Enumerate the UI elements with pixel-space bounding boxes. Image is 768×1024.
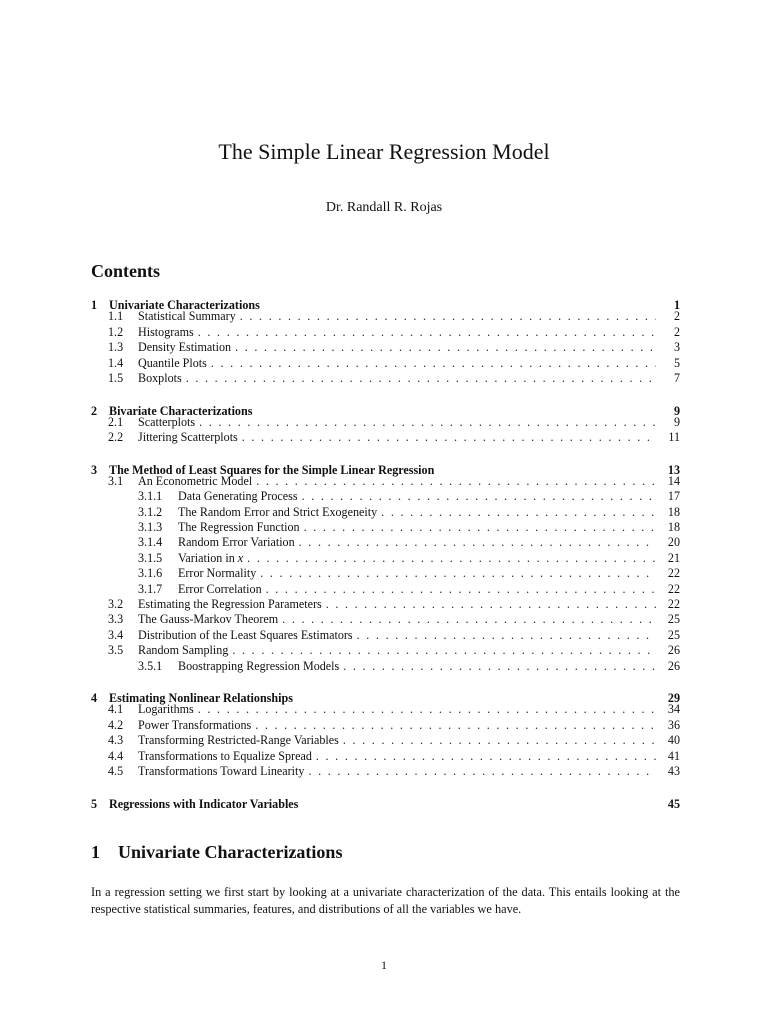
toc-entry-page: 13: [667, 462, 680, 477]
toc-entry-page: 5: [673, 355, 680, 370]
toc-entry-label: Boxplots: [138, 370, 182, 385]
toc-entry-number: 3.1.3: [138, 520, 163, 535]
toc-leader-dots: [260, 566, 656, 581]
toc-entry-number: 1.2: [108, 324, 124, 339]
toc-entry-label: Error Correlation: [178, 581, 262, 596]
toc-entry-label: Regressions with Indicator Variables: [109, 796, 299, 811]
toc-entry-label: Density Estimation: [138, 340, 232, 355]
toc-entry-number: 3.3: [108, 612, 124, 627]
toc-entry-number: 3.4: [108, 627, 124, 642]
toc-section-entry[interactable]: [91, 687, 680, 706]
toc-entry-number: 3.1: [108, 473, 124, 488]
toc-entry-number: 3.2: [108, 597, 124, 612]
toc-leader-dots: [302, 792, 656, 807]
toc-entry-number: 3.1.4: [138, 535, 163, 550]
toc-entry-label: Estimating the Regression Parameters: [138, 597, 322, 612]
toc-entry-page: 2: [673, 309, 680, 324]
toc-leader-dots: [256, 399, 656, 414]
toc-entry-number: 2: [91, 403, 98, 418]
toc-entry-number: 1.5: [108, 370, 124, 385]
page-number: 1: [381, 958, 387, 972]
toc-leader-dots: [199, 415, 656, 430]
toc-entry-number: 1.3: [108, 340, 124, 355]
toc-entry[interactable]: [91, 764, 680, 779]
toc-entry-page: 2: [673, 324, 680, 339]
toc-entry[interactable]: [91, 474, 680, 489]
toc-entry-label: The Method of Least Squares for the Simple Linear Regression: [109, 462, 435, 477]
toc-entry-label: Transformations to Equalize Spread: [138, 748, 312, 763]
toc-entry-page: 7: [673, 370, 680, 385]
toc-leader-dots: [297, 687, 656, 702]
toc-leader-dots: [264, 294, 656, 309]
body-paragraph: In a regression setting we first start by looking at a univariate characterization of the data. This entails looking at the respective statistical summaries, features, and distributions of all the variables we have.: [91, 885, 680, 916]
toc-entry-page: 11: [668, 430, 680, 445]
toc-section-entry[interactable]: [91, 459, 680, 477]
toc-entry-page: 22: [667, 566, 680, 581]
toc-leader-dots: [198, 702, 656, 717]
toc-entry[interactable]: [91, 566, 680, 581]
toc-entry[interactable]: [91, 325, 680, 340]
toc-entry-page: 40: [667, 733, 680, 748]
toc-entry-page: 26: [667, 658, 680, 673]
toc-entry[interactable]: [91, 718, 680, 733]
toc-entry-label: Boostrapping Regression Models: [178, 658, 340, 673]
toc-entry[interactable]: [91, 597, 680, 612]
toc-entry[interactable]: [91, 356, 680, 371]
toc-leader-dots: [211, 356, 656, 371]
toc-entry-page: 9: [673, 403, 680, 418]
toc-entry-label: Bivariate Characterizations: [109, 403, 253, 418]
toc-entry-number: 3.5: [108, 643, 124, 658]
toc-leader-dots: [198, 325, 656, 340]
toc-entry-page: 21: [667, 550, 680, 565]
toc-entry-page: 17: [667, 489, 680, 504]
toc-leader-dots: [266, 582, 656, 597]
toc-entry-number: 4.1: [108, 702, 124, 717]
toc-section-entry[interactable]: [91, 399, 680, 418]
toc-leader-dots: [242, 430, 656, 445]
toc-entry-label: Variation in x: [178, 550, 244, 565]
toc-entry-label: Logarithms: [138, 702, 194, 717]
toc-leader-dots: [255, 718, 656, 733]
toc-entry-page: 45: [667, 796, 680, 811]
toc-entry-number: 1.1: [108, 309, 124, 324]
toc-entry[interactable]: [91, 340, 680, 355]
toc-entry-number: 5: [91, 796, 98, 811]
toc-entry-page: 26: [667, 643, 680, 658]
toc-leader-dots: [357, 628, 656, 643]
toc-entry[interactable]: [91, 505, 680, 520]
toc-entry[interactable]: [91, 415, 680, 430]
toc-leader-dots: [304, 520, 656, 535]
toc-entry-page: 22: [667, 581, 680, 596]
toc-entry-number: 3.1.2: [138, 504, 163, 519]
toc-entry-label: The Random Error and Strict Exogeneity: [178, 504, 378, 519]
toc-entry-page: 25: [667, 627, 680, 642]
toc-entry-number: 3.1.5: [138, 550, 163, 565]
toc-entry[interactable]: [91, 643, 680, 658]
toc-entry[interactable]: [91, 612, 680, 627]
toc-entry-label: Scatterplots: [138, 414, 196, 429]
toc-entry[interactable]: [91, 702, 680, 717]
toc-entry-page: 1: [673, 298, 680, 313]
toc-entry-page: 43: [667, 763, 680, 778]
toc-entry-page: 36: [667, 717, 680, 732]
toc-entry[interactable]: [91, 535, 680, 550]
toc-entry-number: 2.2: [108, 430, 124, 445]
toc-entry-number: 2.1: [108, 414, 124, 429]
toc-entry[interactable]: [91, 520, 680, 535]
toc-entry[interactable]: [91, 371, 680, 386]
toc-leader-dots: [256, 474, 656, 489]
toc-entry-number: 3.1.7: [138, 581, 163, 596]
toc-entry-label: Statistical Summary: [138, 309, 236, 324]
toc-entry[interactable]: [91, 489, 680, 504]
toc-leader-dots: [299, 535, 656, 550]
toc-entry[interactable]: [91, 749, 680, 764]
toc-entry-page: 14: [667, 473, 680, 488]
toc-entry-label: Error Normality: [178, 566, 257, 581]
toc-entry[interactable]: [91, 582, 680, 597]
toc-leader-dots: [381, 505, 656, 520]
toc-entry-page: 9: [673, 414, 680, 429]
toc-entry-label: Univariate Characterizations: [109, 298, 260, 313]
toc-entry-label: The Regression Function: [178, 520, 300, 535]
section-heading: [91, 842, 342, 863]
toc-leader-dots: [343, 659, 656, 674]
toc-entry-page: 34: [667, 702, 680, 717]
toc-leader-dots: [316, 749, 656, 764]
toc-leader-dots: [232, 643, 656, 658]
toc-section-entry[interactable]: [91, 294, 680, 313]
toc-entry-number: 3.5.1: [138, 658, 163, 673]
toc-entry-number: 4.4: [108, 748, 124, 763]
toc-leader-dots: [302, 489, 656, 504]
toc-entry-number: 4.3: [108, 733, 124, 748]
toc-entry-label: Transformations Toward Linearity: [138, 763, 305, 778]
toc-entry-page: 18: [667, 520, 680, 535]
toc-entry-number: 3.1.6: [138, 566, 163, 581]
toc-entry[interactable]: [91, 733, 680, 748]
toc-entry-label: The Gauss-Markov Theorem: [138, 612, 279, 627]
toc-entry-page: 25: [667, 612, 680, 627]
section-title: Univariate Characterizations: [118, 842, 343, 862]
toc-entry-label: Power Transformations: [138, 717, 252, 732]
toc-entry-page: 29: [667, 691, 680, 706]
toc-leader-dots: [247, 551, 656, 566]
toc-entry[interactable]: [91, 551, 680, 566]
toc-leader-dots: [186, 371, 656, 386]
toc-entry-label: Random Sampling: [138, 643, 229, 658]
toc-entry-label: Transforming Restricted-Range Variables: [138, 733, 339, 748]
toc-leader-dots: [235, 340, 656, 355]
toc-entry[interactable]: [91, 309, 680, 324]
toc-leader-dots: [240, 309, 656, 324]
toc-leader-dots: [438, 459, 656, 474]
toc-entry-number: 4.2: [108, 717, 124, 732]
toc-leader-dots: [308, 764, 656, 779]
toc-entry-number: 1: [91, 298, 98, 313]
contents-heading: Contents: [91, 261, 161, 281]
toc-entry-label: Quantile Plots: [138, 355, 207, 370]
toc-entry-number: 3: [91, 462, 98, 477]
toc-entry-page: 41: [667, 748, 680, 763]
document-title: The Simple Linear Regression Model: [218, 139, 550, 164]
toc-leader-dots: [343, 733, 656, 748]
toc-entry-label: Distribution of the Least Squares Estimators: [138, 627, 353, 642]
toc-entry-label: Histograms: [138, 324, 194, 339]
toc-entry-page: 20: [667, 535, 680, 550]
toc-entry[interactable]: [91, 430, 680, 445]
toc-entry-page: 3: [673, 340, 680, 355]
toc-entry-label: An Econometric Model: [138, 473, 253, 488]
toc-entry-number: 4.5: [108, 763, 124, 778]
toc-entry[interactable]: [91, 628, 680, 643]
document-author: Dr. Randall R. Rojas: [325, 200, 443, 215]
toc-entry-label: Jittering Scatterplots: [138, 430, 238, 445]
toc-entry-label: Random Error Variation: [178, 535, 295, 550]
toc-entry-label: Data Generating Process: [178, 489, 298, 504]
toc-section-entry[interactable]: [91, 792, 680, 811]
toc-entry-page: 22: [667, 597, 680, 612]
toc-entry-number: 1.4: [108, 355, 124, 370]
toc-entry-number: 3.1.1: [138, 489, 163, 504]
toc-leader-dots: [326, 597, 656, 612]
toc-entry-number: 4: [91, 691, 98, 706]
toc-entry[interactable]: [91, 659, 680, 674]
toc-leader-dots: [282, 612, 656, 627]
toc-entry-page: 18: [667, 504, 680, 519]
table-of-contents: [91, 294, 680, 811]
toc-entry-label: Estimating Nonlinear Relationships: [109, 691, 293, 706]
section-number: 1: [91, 842, 100, 862]
